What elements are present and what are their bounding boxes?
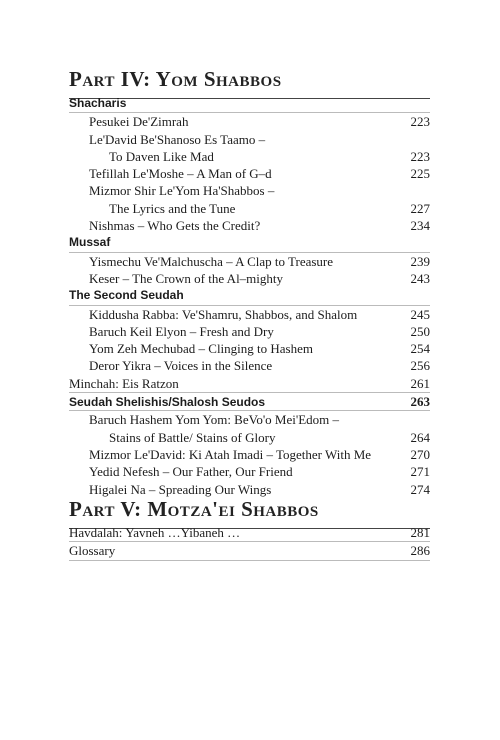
toc-page-number: 270 xyxy=(410,446,430,462)
toc-entry xyxy=(69,113,430,130)
toc-entry-title: Deror Yikra – Voices in the Silence xyxy=(89,358,273,374)
toc-entry xyxy=(69,200,430,217)
toc-page-number: 261 xyxy=(410,375,430,391)
toc-entry xyxy=(69,340,430,357)
part-5-entries xyxy=(69,524,430,561)
toc-entry-title: Glossary xyxy=(69,543,116,559)
toc-entry xyxy=(69,323,430,340)
toc-entry-title: Kiddusha Rabba: Ve'Shamru, Shabbos, and Shalom xyxy=(89,306,358,322)
toc-page-number: 227 xyxy=(410,200,430,216)
toc-entry-title: Mussaf xyxy=(69,235,111,250)
toc-entry-title: The Lyrics and the Tune xyxy=(109,200,236,216)
toc-entry xyxy=(69,542,430,560)
toc-page-number: 256 xyxy=(410,358,430,374)
toc-entry xyxy=(69,217,430,234)
toc-page-number: 245 xyxy=(410,306,430,322)
toc-entry-title: Keser – The Crown of the Al–mighty xyxy=(89,270,284,286)
part-4-entries xyxy=(69,95,430,498)
toc-page-number: 281 xyxy=(410,525,430,540)
toc-entry xyxy=(69,524,430,542)
toc-section-heading xyxy=(69,95,430,113)
toc-entry xyxy=(69,446,430,463)
toc-section-heading xyxy=(69,287,430,305)
toc-entry-title: Yom Zeh Mechubad – Clinging to Hashem xyxy=(89,341,313,357)
toc-entry xyxy=(69,429,430,446)
part-4-title: Part IV: Yom Shabbos xyxy=(69,66,430,99)
toc-entry-title: Pesukei De'Zimrah xyxy=(89,114,189,130)
toc-entry-title: To Daven Like Mad xyxy=(109,148,214,164)
toc-section-heading xyxy=(69,234,430,252)
toc-entry-title: Minchah: Eis Ratzon xyxy=(69,375,179,391)
toc-page-number: 274 xyxy=(410,481,430,497)
toc-page-number: 264 xyxy=(410,429,430,445)
toc-entry xyxy=(69,375,430,393)
toc-page-number: 271 xyxy=(410,464,430,480)
toc-page-number: 225 xyxy=(410,166,430,182)
toc-page-number: 243 xyxy=(410,270,430,286)
toc-entry-title: Seudah Shelishis/Shalosh Seudos xyxy=(69,395,266,410)
part-5-title: Part V: Motza'ei Shabbos xyxy=(69,496,430,529)
toc-page-number: 223 xyxy=(410,148,430,164)
toc-entry-title: The Second Seudah xyxy=(69,288,184,303)
toc-entry-title: Shacharis xyxy=(69,96,127,110)
toc-entry xyxy=(69,463,430,480)
toc-entry-title: Baruch Keil Elyon – Fresh and Dry xyxy=(89,323,274,339)
toc-entry xyxy=(69,131,430,148)
toc-entry-title: Nishmas – Who Gets the Credit? xyxy=(89,218,261,234)
toc-page-number: 234 xyxy=(410,218,430,234)
toc-entry-title: Mizmor Le'David: Ki Atah Imadi – Together With Me xyxy=(89,446,372,462)
toc-entry xyxy=(69,165,430,182)
toc-entry xyxy=(69,306,430,323)
toc-entry-title: Le'David Be'Shanoso Es Taamo – xyxy=(89,131,266,147)
toc-entry xyxy=(69,253,430,270)
toc-entry-title: Yedid Nefesh – Our Father, Our Friend xyxy=(89,464,293,480)
toc-entry xyxy=(69,357,430,374)
toc-page-number: 263 xyxy=(410,394,430,410)
toc-entry-title: Mizmor Shir Le'Yom Ha'Shabbos – xyxy=(89,183,275,199)
toc-entry-title: Yismechu Ve'Malchuscha – A Clap to Treasure xyxy=(89,253,334,269)
toc-page-number: 254 xyxy=(410,341,430,357)
toc-page-number: 286 xyxy=(410,543,430,559)
toc-entry-title: Tefillah Le'Moshe – A Man of G–d xyxy=(89,166,272,182)
toc-entry xyxy=(69,270,430,287)
toc-entry xyxy=(69,182,430,199)
toc-page-number: 250 xyxy=(410,323,430,339)
toc-entry-title: Havdalah: Yavneh …Yibaneh … xyxy=(69,525,241,540)
toc-entry-title: Stains of Battle/ Stains of Glory xyxy=(109,429,276,445)
toc-entry xyxy=(69,148,430,165)
toc-page-number: 239 xyxy=(410,253,430,269)
toc-entry-title: Higalei Na – Spreading Our Wings xyxy=(89,481,272,497)
toc-page-number: 223 xyxy=(410,114,430,130)
toc-section-heading xyxy=(69,393,430,411)
toc-entry-title: Baruch Hashem Yom Yom: BeVo'o Mei'Edom – xyxy=(89,412,340,428)
toc-entry xyxy=(69,411,430,428)
